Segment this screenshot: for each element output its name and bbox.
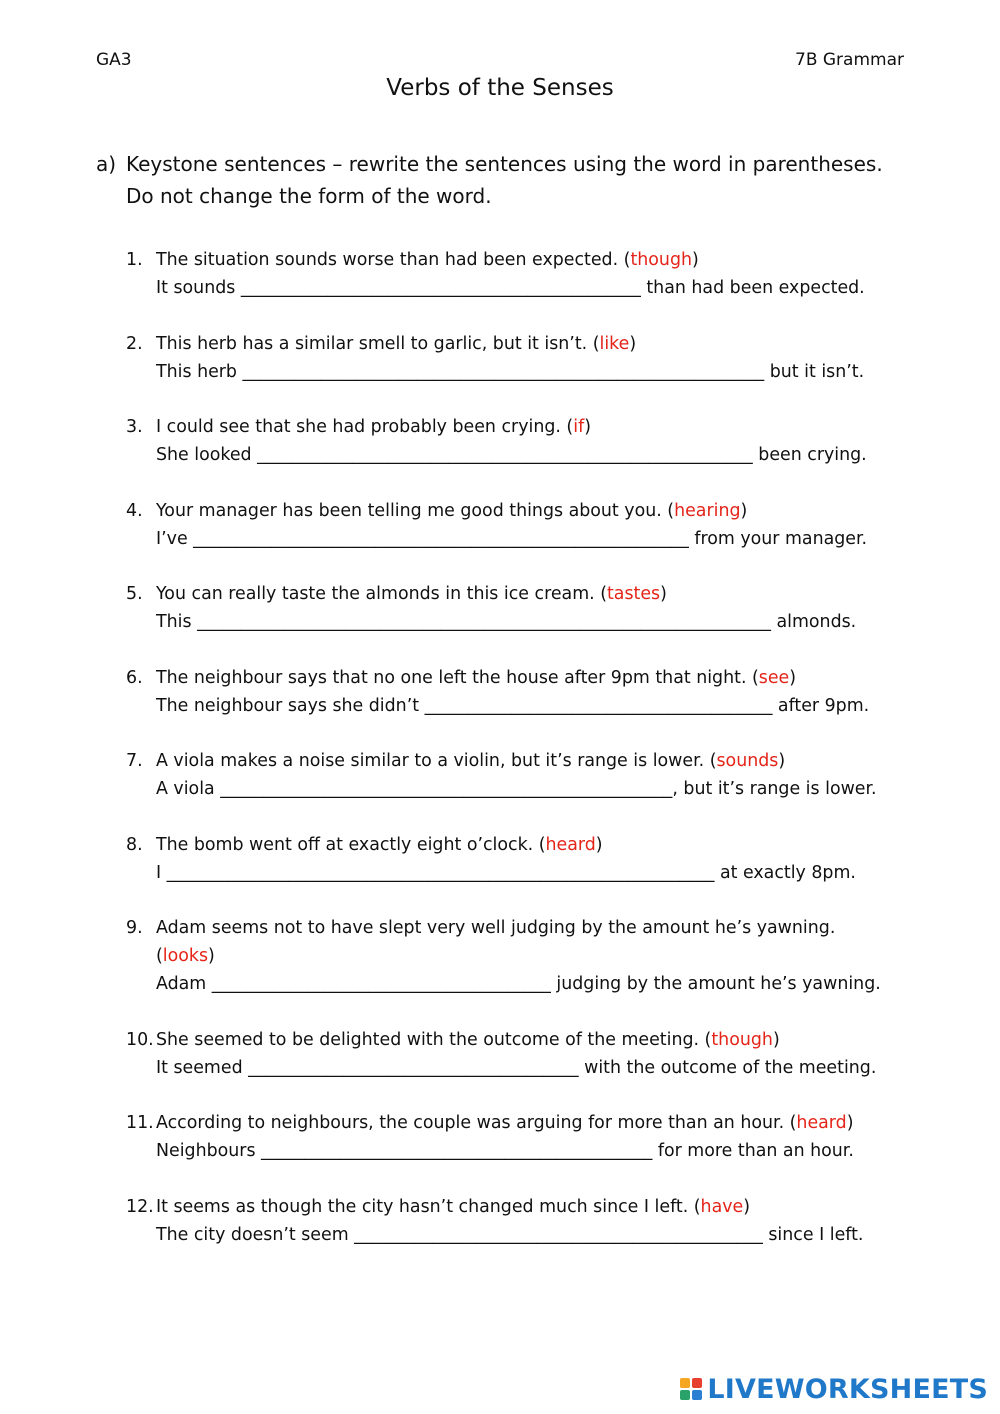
answer-line[interactable]: It sounds ______________________________________________ than had been expected. <box>156 278 865 298</box>
header-code: GA3 <box>96 50 132 70</box>
item-number: 3. <box>126 417 143 437</box>
logo-icon <box>680 1378 704 1402</box>
answer-line[interactable]: She looked _________________________________________________________ been crying. <box>156 445 867 465</box>
exercise-item <box>126 246 916 330</box>
keyword: looks <box>162 946 209 966</box>
exercise-item <box>126 330 916 414</box>
logo-square <box>680 1390 690 1400</box>
exercise-item <box>126 831 916 915</box>
keyword: have <box>700 1196 744 1217</box>
item-number: 10. <box>126 1029 154 1050</box>
answer-line[interactable]: Neighbours _____________________________________________ for more than an hour. <box>156 1141 854 1161</box>
exercise-item <box>126 1193 916 1277</box>
item-number: 1. <box>126 250 143 270</box>
exercise-item <box>126 580 916 664</box>
item-number: 5. <box>126 584 143 604</box>
keyword: though <box>711 1029 773 1050</box>
item-prompt: Adam seems not to have slept very well judging by the amount he’s yawning. <box>156 918 836 938</box>
logo-square <box>680 1378 690 1388</box>
item-number: 9. <box>126 918 143 938</box>
item-number: 4. <box>126 500 143 521</box>
item-prompt: The bomb went off at exactly eight o’clock. (heard) <box>156 834 603 855</box>
item-prompt: A viola makes a noise similar to a violin, but it’s range is lower. (sounds) <box>156 751 786 771</box>
answer-line[interactable]: The city doesn’t seem _______________________________________________ since I left. <box>156 1224 864 1245</box>
item-number: 12. <box>126 1196 154 1217</box>
logo-square <box>692 1378 702 1388</box>
answer-line[interactable]: This herb ____________________________________________________________ but it isn’t. <box>156 361 865 382</box>
liveworksheets-logo <box>680 1374 988 1405</box>
answer-line[interactable]: The neighbour says she didn’t ________________________________________ after 9pm. <box>156 695 870 716</box>
answer-line[interactable]: I _______________________________________________________________ at exactly 8pm. <box>156 862 856 883</box>
keyword: heard <box>545 834 596 855</box>
answer-line[interactable]: It seemed ______________________________________ with the outcome of the meeting. <box>156 1057 877 1078</box>
exercise-item <box>126 1026 916 1110</box>
logo-square <box>692 1390 702 1400</box>
exercise-item <box>126 747 916 831</box>
exercise-item <box>126 664 916 748</box>
exercise-item <box>126 1109 916 1193</box>
answer-line[interactable]: A viola ____________________________________________________, but it’s range is lower. <box>156 779 877 799</box>
keyword: tastes <box>606 584 661 604</box>
logo-text: LIVEWORKSHEETS <box>707 1374 988 1405</box>
keyword: sounds <box>716 751 779 771</box>
item-prompt: I could see that she had probably been crying. (if) <box>156 417 591 437</box>
item-prompt: The neighbour says that no one left the house after 9pm that night. (see) <box>156 667 797 688</box>
item-prompt: It seems as though the city hasn’t changed much since I left. (have) <box>156 1196 751 1217</box>
item-number: 11. <box>126 1113 154 1133</box>
item-number: 8. <box>126 834 143 855</box>
item-number: 2. <box>126 333 143 354</box>
keyword: though <box>630 250 693 270</box>
exercise-list <box>126 246 916 1276</box>
answer-line[interactable]: This __________________________________________________________________ almonds. <box>156 612 857 632</box>
item-number: 6. <box>126 667 143 688</box>
exercise-item <box>126 497 916 581</box>
keyword: if <box>573 417 585 437</box>
answer-line[interactable]: I’ve _________________________________________________________ from your manager. <box>156 528 868 549</box>
item-prompt: The situation sounds worse than had been expected. (though) <box>156 250 699 270</box>
header-subject: 7B Grammar <box>795 50 904 70</box>
page-title: Verbs of the Senses <box>386 75 614 101</box>
instructions-text: Keystone sentences – rewrite the sentences using the word in parentheses. Do not change the form of the word. <box>126 152 883 208</box>
keyword: see <box>758 667 790 688</box>
keyword: like <box>599 333 630 354</box>
exercise-item <box>126 914 916 1026</box>
keyword: hearing <box>674 500 741 521</box>
item-prompt: Your manager has been telling me good things about you. (hearing) <box>156 500 748 521</box>
item-prompt: You can really taste the almonds in this ice cream. (tastes) <box>156 584 667 604</box>
item-prompt: She seemed to be delighted with the outcome of the meeting. (though) <box>156 1029 780 1050</box>
item-prompt: This herb has a similar smell to garlic, but it isn’t. (like) <box>156 333 637 354</box>
section-letter: a) <box>96 152 117 176</box>
answer-line[interactable]: Adam _______________________________________ judging by the amount he’s yawning. <box>156 974 881 994</box>
item-number: 7. <box>126 751 143 771</box>
exercise-item <box>126 413 916 497</box>
item-prompt: According to neighbours, the couple was arguing for more than an hour. (heard) <box>156 1113 854 1133</box>
item-prompt-continued: (looks) <box>156 946 215 966</box>
keyword: heard <box>796 1113 847 1133</box>
instructions <box>96 148 896 212</box>
